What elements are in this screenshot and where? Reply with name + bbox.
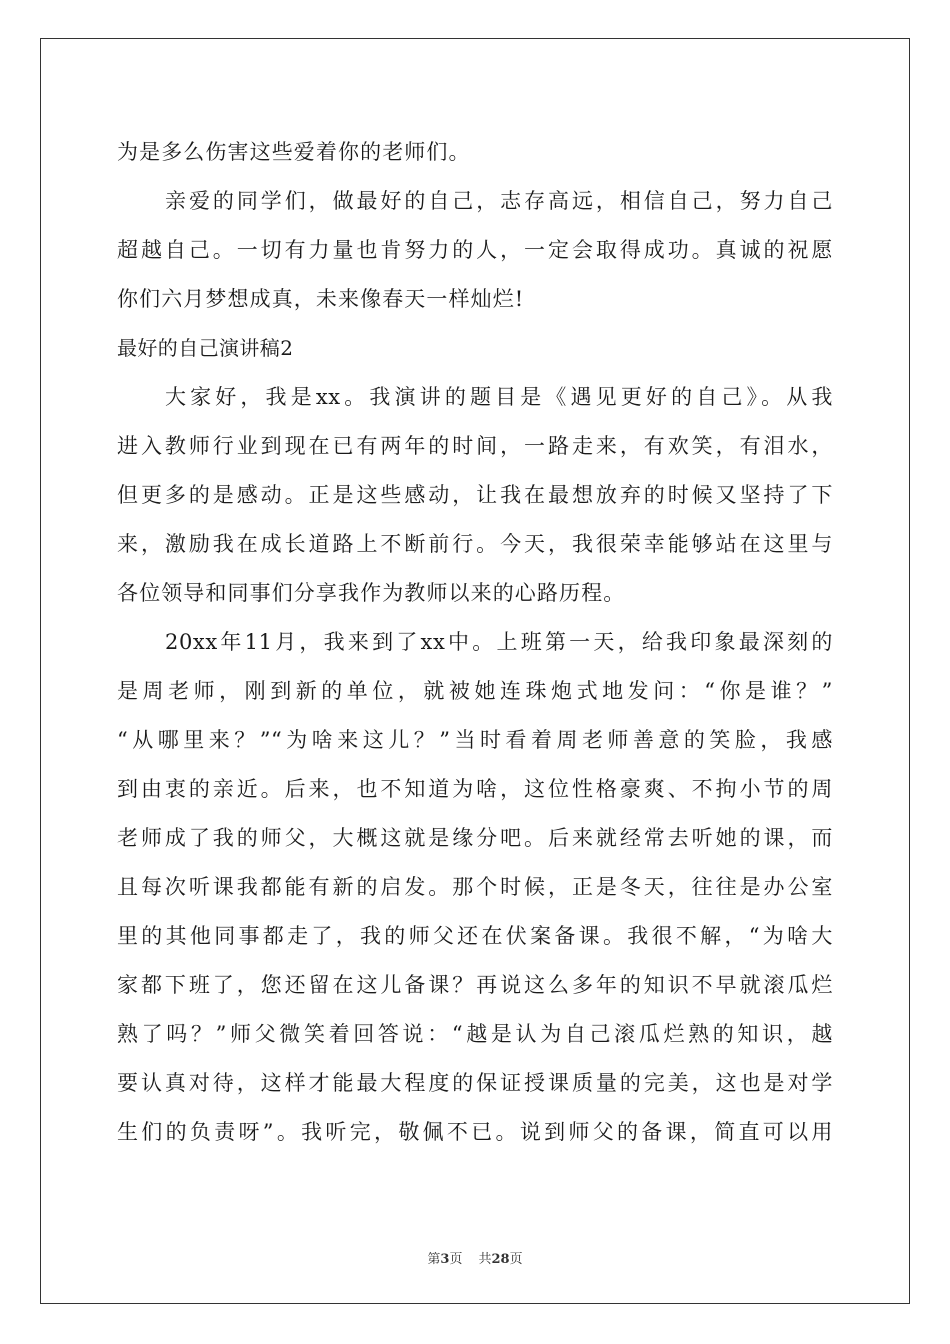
text-line: 家都下班了，您还留在这儿备课？再说这么多年的知识不早就滚瓜烂 xyxy=(117,973,833,997)
text-line: 但更多的是感动。正是这些感动，让我在最想放弃的时候又坚持了下 xyxy=(117,483,833,507)
text-line: 亲爱的同学们，做最好的自己，志存高远，相信自己，努力自己 xyxy=(165,189,833,213)
text-line: 来，激励我在成长道路上不断前行。今天，我很荣幸能够站在这里与 xyxy=(117,532,833,556)
text-line: 老师成了我的师父，大概这就是缘分吧。后来就经常去听她的课，而 xyxy=(117,826,833,850)
page-number: 3 xyxy=(440,1252,450,1267)
text-line: 是周老师，刚到新的单位，就被她连珠炮式地发问：“你是谁？” xyxy=(117,679,833,703)
document-body xyxy=(117,128,833,1157)
page-suffix: 页 xyxy=(449,1252,463,1267)
text-line: 你们六月梦想成真，未来像春天一样灿烂! xyxy=(117,287,525,311)
text-line: 20xx年11月，我来到了xx中。上班第一天，给我印象最深刻的 xyxy=(165,630,833,654)
total-suffix: 页 xyxy=(509,1252,523,1267)
text-line: 超越自己。一切有力量也肯努力的人，一定会取得成功。真诚的祝愿 xyxy=(117,238,833,262)
page-footer xyxy=(0,1248,950,1267)
text-line: “从哪里来？”“为啥来这儿？”当时看着周老师善意的笑脸，我感 xyxy=(117,728,833,752)
section-heading: 最好的自己演讲稿2 xyxy=(117,336,294,360)
total-prefix: 共 xyxy=(478,1252,492,1267)
text-line: 里的其他同事都走了，我的师父还在伏案备课。我很不解，“为啥大 xyxy=(117,924,833,948)
text-line: 且每次听课我都能有新的启发。那个时候，正是冬天，往往是办公室 xyxy=(117,875,833,899)
text-line: 到由衷的亲近。后来，也不知道为啥，这位性格豪爽、不拘小节的周 xyxy=(117,777,833,801)
text-line: 为是多么伤害这些爱着你的老师们。 xyxy=(117,140,471,164)
text-line: 进入教师行业到现在已有两年的时间，一路走来，有欢笑，有泪水， xyxy=(117,434,833,458)
text-line: 熟了吗？”师父微笑着回答说：“越是认为自己滚瓜烂熟的知识，越 xyxy=(117,1022,833,1046)
text-line: 要认真对待，这样才能最大程度的保证授课质量的完美，这也是对学 xyxy=(117,1071,833,1095)
text-line: 生们的负责呀”。我听完，敬佩不已。说到师父的备课，简直可以用 xyxy=(117,1120,833,1144)
total-pages: 28 xyxy=(491,1252,510,1267)
text-line: 各位领导和同事们分享我作为教师以来的心路历程。 xyxy=(117,581,626,605)
text-line: 大家好，我是xx。我演讲的题目是《遇见更好的自己》。从我 xyxy=(165,385,833,409)
page-prefix: 第 xyxy=(427,1252,441,1267)
